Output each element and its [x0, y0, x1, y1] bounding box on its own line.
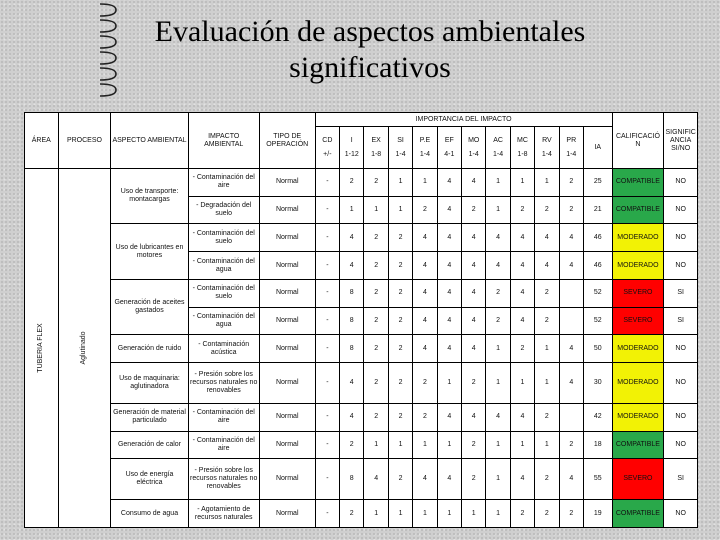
cd-cell: -: [315, 169, 339, 197]
criterion-code: EX: [371, 136, 381, 144]
aspect-cell: Uso de maquinaria: aglutinadora: [111, 363, 188, 404]
criterion-value-cell: 1: [486, 169, 510, 197]
significancia-cell: NO: [664, 403, 698, 431]
ia-value-cell: 19: [583, 500, 612, 528]
calificacion-cell: SEVERO: [612, 459, 664, 500]
criterion-value-cell: 2: [413, 196, 437, 224]
criterion-value-cell: 8: [340, 459, 364, 500]
criterion-value-cell: 4: [462, 224, 486, 252]
criterion-value-cell: 2: [486, 307, 510, 335]
operation-type-cell: Normal: [259, 169, 315, 197]
criterion-value-cell: 4: [413, 459, 437, 500]
header-criterion: [364, 127, 388, 169]
criterion-value-cell: 4: [486, 252, 510, 280]
criterion-value-cell: 1: [510, 169, 534, 197]
significancia-cell: SI: [664, 279, 698, 307]
criterion-value-cell: 1: [388, 500, 412, 528]
criterion-code: MO: [468, 136, 480, 144]
calificacion-cell: MODERADO: [612, 224, 664, 252]
criterion-value-cell: 4: [340, 363, 364, 404]
criterion-value-cell: 4: [413, 279, 437, 307]
criterion-value-cell: 4: [510, 252, 534, 280]
significancia-cell: NO: [664, 500, 698, 528]
criterion-value-cell: 1: [486, 459, 510, 500]
aspect-cell: Uso de lubricantes en motores: [111, 224, 188, 279]
impact-cell: - Contaminación del aire: [188, 169, 259, 197]
criterion-value-cell: 4: [559, 363, 583, 404]
criterion-value-cell: 4: [559, 335, 583, 363]
impact-cell: - Agotamiento de recursos naturales: [188, 500, 259, 528]
cd-cell: -: [315, 279, 339, 307]
criterion-value-cell: 1: [413, 500, 437, 528]
criterion-value-cell: 1: [486, 335, 510, 363]
operation-type-cell: Normal: [259, 500, 315, 528]
criterion-value-cell: 4: [510, 279, 534, 307]
header-criterion: [340, 127, 364, 169]
criterion-value-cell: 1: [486, 196, 510, 224]
criterion-value-cell: 2: [340, 169, 364, 197]
table-row: [25, 224, 698, 252]
header-criterion: [559, 127, 583, 169]
ia-value-cell: 50: [583, 335, 612, 363]
ia-value-cell: 42: [583, 403, 612, 431]
criterion-value-cell: 1: [388, 431, 412, 459]
calificacion-cell: COMPATIBLE: [612, 169, 664, 197]
impact-cell: - Presión sobre los recursos naturales no renovables: [188, 363, 259, 404]
ia-value-cell: 30: [583, 363, 612, 404]
operation-type-cell: Normal: [259, 224, 315, 252]
criterion-value-cell: 4: [437, 252, 461, 280]
header-criterion: [510, 127, 534, 169]
criterion-value-cell: 2: [510, 500, 534, 528]
criterion-value-cell: 4: [437, 403, 461, 431]
cd-cell: -: [315, 252, 339, 280]
process-cell: [58, 169, 111, 528]
criterion-value-cell: 1: [437, 363, 461, 404]
criterion-value-cell: 4: [510, 403, 534, 431]
calificacion-cell: MODERADO: [612, 363, 664, 404]
criterion-code: SI: [397, 136, 404, 144]
calificacion-cell: MODERADO: [612, 252, 664, 280]
header-proceso: PROCESO: [58, 113, 111, 169]
header-criterion: [462, 127, 486, 169]
cd-cell: -: [315, 459, 339, 500]
criterion-value-cell: 4: [486, 224, 510, 252]
criterion-value-cell: 1: [413, 169, 437, 197]
header-criterion: [388, 127, 412, 169]
criterion-value-cell: 2: [535, 459, 559, 500]
criterion-value-cell: 2: [388, 224, 412, 252]
criterion-value-cell: 8: [340, 335, 364, 363]
table-row: [25, 279, 698, 307]
criterion-code: EF: [444, 136, 454, 144]
operation-type-cell: Normal: [259, 431, 315, 459]
criterion-value-cell: 1: [413, 431, 437, 459]
aspect-cell: Uso de transporte: montacargas: [111, 169, 188, 224]
criterion-value-cell: 1: [388, 196, 412, 224]
criterion-range: +/-: [323, 150, 332, 158]
criterion-value-cell: 2: [559, 196, 583, 224]
ia-value-cell: 21: [583, 196, 612, 224]
calificacion-cell: COMPATIBLE: [612, 500, 664, 528]
aspect-cell: Generación de calor: [111, 431, 188, 459]
header-aspecto: ASPECTO AMBIENTAL: [111, 113, 188, 169]
criterion-value-cell: 4: [413, 335, 437, 363]
criterion-value-cell: 2: [462, 459, 486, 500]
header-criterion: [413, 127, 437, 169]
table-row: [25, 363, 698, 404]
table-row: [25, 335, 698, 363]
criterion-value-cell: 2: [340, 500, 364, 528]
cd-cell: -: [315, 196, 339, 224]
criterion-value-cell: 4: [559, 459, 583, 500]
criterion-value-cell: 2: [413, 363, 437, 404]
criterion-code: PR: [566, 136, 577, 144]
aspect-cell: Generación de ruido: [111, 335, 188, 363]
criterion-value-cell: 2: [413, 403, 437, 431]
criterion-value-cell: 2: [510, 196, 534, 224]
criterion-value-cell: 1: [535, 363, 559, 404]
criterion-value-cell: 1: [364, 500, 388, 528]
criterion-value-cell: 1: [364, 196, 388, 224]
ia-value-cell: 55: [583, 459, 612, 500]
criterion-value-cell: 2: [535, 307, 559, 335]
header-tipo: TIPO DE OPERACIÓN: [259, 113, 315, 169]
operation-type-cell: Normal: [259, 279, 315, 307]
criterion-value-cell: 4: [559, 252, 583, 280]
header-calificacion: CALIFICACIÓN: [612, 113, 664, 169]
binder-spiral-decoration: [96, 0, 122, 110]
aspect-cell: Consumo de agua: [111, 500, 188, 528]
criterion-value-cell: 2: [364, 363, 388, 404]
header-area: ÁREA: [25, 113, 59, 169]
criterion-range: 1-12: [344, 150, 359, 158]
criterion-value-cell: 4: [510, 224, 534, 252]
aspect-cell: Uso de energía eléctrica: [111, 459, 188, 500]
criterion-value-cell: 2: [559, 169, 583, 197]
criterion-value-cell: 1: [388, 169, 412, 197]
criterion-code: AC: [493, 136, 503, 144]
operation-type-cell: Normal: [259, 459, 315, 500]
criterion-code: RV: [542, 136, 552, 144]
cd-cell: -: [315, 307, 339, 335]
criterion-value-cell: 1: [364, 431, 388, 459]
header-criterion: [315, 127, 339, 169]
criterion-value-cell: 2: [388, 459, 412, 500]
criterion-value-cell: [559, 403, 583, 431]
significancia-cell: NO: [664, 252, 698, 280]
criterion-value-cell: 2: [388, 335, 412, 363]
criterion-value-cell: 2: [364, 403, 388, 431]
header-criterion: [535, 127, 559, 169]
cd-cell: -: [315, 224, 339, 252]
criterion-range: 1-4: [395, 150, 406, 158]
operation-type-cell: Normal: [259, 335, 315, 363]
table-row: [25, 431, 698, 459]
calificacion-cell: SEVERO: [612, 279, 664, 307]
cd-cell: -: [315, 403, 339, 431]
criterion-value-cell: 4: [413, 252, 437, 280]
criterion-range: 1-4: [419, 150, 430, 158]
cd-cell: -: [315, 500, 339, 528]
criterion-value-cell: 4: [437, 335, 461, 363]
header-criterion: [486, 127, 510, 169]
criterion-range: 1-4: [541, 150, 552, 158]
criterion-value-cell: 1: [437, 500, 461, 528]
criterion-value-cell: 2: [486, 279, 510, 307]
significancia-cell: NO: [664, 431, 698, 459]
criterion-value-cell: 2: [364, 335, 388, 363]
criterion-value-cell: 1: [486, 500, 510, 528]
significancia-cell: NO: [664, 335, 698, 363]
criterion-value-cell: 4: [486, 403, 510, 431]
criterion-range: 1-4: [566, 150, 577, 158]
criterion-value-cell: 2: [388, 403, 412, 431]
criterion-code: CD: [322, 136, 333, 144]
page-title: [120, 14, 620, 86]
criterion-value-cell: 1: [535, 169, 559, 197]
criterion-value-cell: 2: [462, 363, 486, 404]
criterion-value-cell: 2: [388, 363, 412, 404]
criterion-value-cell: 4: [340, 224, 364, 252]
criterion-value-cell: 2: [388, 307, 412, 335]
calificacion-cell: COMPATIBLE: [612, 196, 664, 224]
criterion-value-cell: 2: [559, 500, 583, 528]
impact-cell: - Presión sobre los recursos naturales no renovables: [188, 459, 259, 500]
criterion-value-cell: 4: [413, 307, 437, 335]
criterion-value-cell: 1: [437, 431, 461, 459]
criterion-range: 1-8: [517, 150, 528, 158]
criterion-value-cell: 2: [388, 252, 412, 280]
table-row: [25, 459, 698, 500]
calificacion-cell: MODERADO: [612, 335, 664, 363]
criterion-value-cell: 2: [388, 279, 412, 307]
significancia-cell: NO: [664, 224, 698, 252]
aspect-cell: Generación de material particulado: [111, 403, 188, 431]
area-label: TUBERIA FLEX: [37, 323, 45, 373]
criterion-range: 4-1: [444, 150, 455, 158]
operation-type-cell: Normal: [259, 307, 315, 335]
criterion-value-cell: 4: [437, 169, 461, 197]
page-title-line-1: Evaluación de aspectos ambientales: [154, 15, 586, 48]
criterion-value-cell: 8: [340, 307, 364, 335]
criterion-value-cell: 2: [510, 335, 534, 363]
calificacion-cell: MODERADO: [612, 403, 664, 431]
criterion-value-cell: 2: [462, 431, 486, 459]
cd-cell: -: [315, 363, 339, 404]
table-row: [25, 169, 698, 197]
significancia-cell: NO: [664, 169, 698, 197]
criterion-value-cell: 2: [364, 224, 388, 252]
criterion-value-cell: 1: [486, 431, 510, 459]
aspect-cell: Generación de aceites gastados: [111, 279, 188, 334]
criterion-value-cell: 1: [486, 363, 510, 404]
criterion-value-cell: 4: [340, 403, 364, 431]
significancia-cell: SI: [664, 307, 698, 335]
table-row: [25, 403, 698, 431]
ia-value-cell: 46: [583, 252, 612, 280]
impact-cell: - Contaminación del agua: [188, 307, 259, 335]
criterion-value-cell: 4: [510, 459, 534, 500]
criterion-value-cell: 4: [340, 252, 364, 280]
criterion-code: P.E: [419, 136, 431, 144]
criterion-value-cell: 2: [340, 431, 364, 459]
impact-cell: - Contaminación del suelo: [188, 224, 259, 252]
criterion-value-cell: 4: [437, 307, 461, 335]
ia-value-cell: 18: [583, 431, 612, 459]
criterion-value-cell: 4: [462, 335, 486, 363]
significancia-cell: SI: [664, 459, 698, 500]
criterion-value-cell: 2: [535, 279, 559, 307]
header-impacto: IMPACTO AMBIENTAL: [188, 113, 259, 169]
operation-type-cell: Normal: [259, 363, 315, 404]
criterion-value-cell: 2: [559, 431, 583, 459]
criterion-value-cell: 1: [340, 196, 364, 224]
criterion-value-cell: [559, 279, 583, 307]
significancia-cell: NO: [664, 363, 698, 404]
table-row: [25, 500, 698, 528]
criterion-value-cell: 4: [462, 279, 486, 307]
criterion-value-cell: 4: [559, 224, 583, 252]
impact-cell: - Contaminación del agua: [188, 252, 259, 280]
ia-value-cell: 25: [583, 169, 612, 197]
calificacion-cell: SEVERO: [612, 307, 664, 335]
criterion-value-cell: [559, 307, 583, 335]
ia-value-cell: 46: [583, 224, 612, 252]
ia-value-cell: 52: [583, 307, 612, 335]
criterion-value-cell: 1: [510, 431, 534, 459]
criterion-value-cell: 2: [364, 279, 388, 307]
page-title-line-2: significativos: [289, 51, 451, 84]
criterion-range: 1-8: [371, 150, 382, 158]
ia-value-cell: 52: [583, 279, 612, 307]
criterion-value-cell: 2: [364, 307, 388, 335]
criterion-value-cell: 1: [510, 363, 534, 404]
criterion-value-cell: 1: [462, 500, 486, 528]
impact-cell: - Contaminación del suelo: [188, 279, 259, 307]
criterion-value-cell: 4: [437, 196, 461, 224]
criterion-code: I: [350, 136, 353, 144]
criterion-value-cell: 1: [535, 335, 559, 363]
criterion-value-cell: 4: [462, 403, 486, 431]
criterion-value-cell: 2: [364, 252, 388, 280]
impact-cell: - Contaminación del aire: [188, 403, 259, 431]
criterion-value-cell: 2: [535, 500, 559, 528]
cd-cell: -: [315, 335, 339, 363]
criterion-range: 1-4: [468, 150, 479, 158]
operation-type-cell: Normal: [259, 196, 315, 224]
criterion-range: 1-4: [493, 150, 504, 158]
criterion-value-cell: 2: [535, 196, 559, 224]
significancia-cell: NO: [664, 196, 698, 224]
criterion-value-cell: 4: [437, 224, 461, 252]
criterion-value-cell: 4: [437, 459, 461, 500]
header-importancia: IMPORTANCIA DEL IMPACTO: [315, 113, 612, 127]
process-label: Aglutinado: [80, 331, 88, 365]
header-ia: IA: [583, 127, 612, 169]
header-criterion: [437, 127, 461, 169]
criterion-value-cell: 8: [340, 279, 364, 307]
criterion-value-cell: 4: [364, 459, 388, 500]
impact-cell: - Contaminación del aire: [188, 431, 259, 459]
cd-cell: -: [315, 431, 339, 459]
criterion-value-cell: 4: [437, 279, 461, 307]
criterion-value-cell: 2: [535, 403, 559, 431]
header-significancia: SIGNIFICANCIA SI/NO: [664, 113, 698, 169]
criterion-value-cell: 4: [462, 307, 486, 335]
criterion-value-cell: 4: [462, 169, 486, 197]
impact-cell: - Degradación del suelo: [188, 196, 259, 224]
criterion-value-cell: 4: [413, 224, 437, 252]
operation-type-cell: Normal: [259, 403, 315, 431]
impact-cell: - Contaminación acústica: [188, 335, 259, 363]
operation-type-cell: Normal: [259, 252, 315, 280]
criterion-value-cell: 4: [510, 307, 534, 335]
criterion-value-cell: 2: [364, 169, 388, 197]
criterion-value-cell: 4: [462, 252, 486, 280]
criterion-value-cell: 2: [462, 196, 486, 224]
criterion-value-cell: 4: [535, 252, 559, 280]
criterion-code: MC: [517, 136, 528, 144]
criterion-value-cell: 4: [535, 224, 559, 252]
evaluation-table: [24, 112, 698, 528]
area-cell: [25, 169, 59, 528]
criterion-value-cell: 1: [535, 431, 559, 459]
calificacion-cell: COMPATIBLE: [612, 431, 664, 459]
